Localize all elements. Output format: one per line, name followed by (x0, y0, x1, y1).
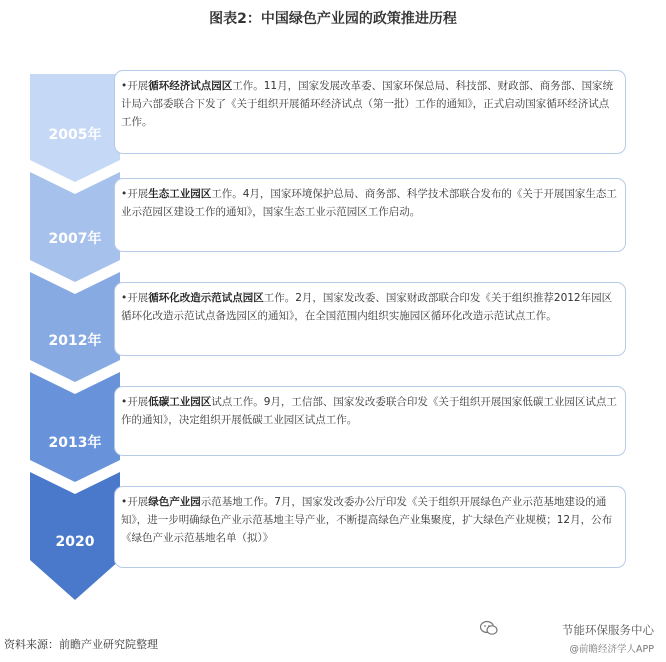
timeline-entry: •开展循环化改造示范试点园区工作。2月，国家发改委、国家财政部联合印发《关于组织推荐2012年园区循环化改造示范试点备选园区的通知》，在全国范围内组织实施园区循环化改造示范试点工作。 (114, 282, 626, 356)
timeline-entry: •开展循环经济试点园区工作。11月，国家发展改革委、国家环保总局、科技部、财政部、商务部、国家统计局六部委联合下发了《关于组织开展循环经济试点（第一批）工作的通知》，正式启动国家循环经济试点工作。 (114, 70, 626, 154)
source-note: 资料来源：前瞻产业研究院整理 (4, 638, 158, 651)
wechat-icon (480, 620, 498, 636)
year-label: 2005年 (48, 127, 102, 143)
year-label: 2012年 (48, 333, 102, 349)
year-label: 2020 (55, 534, 95, 550)
highlight-term: 生态工业园区 (148, 188, 212, 200)
watermark-account: 节能环保服务中心 (562, 623, 654, 637)
chevron-2013 (30, 372, 120, 482)
year-label: 2007年 (48, 231, 102, 247)
timeline-entry: •开展生态工业园区工作。4月，国家环境保护总局、商务部、科学技术部联合发布的《关于开展国家生态工业示范园区建设工作的通知》，国家生态工业示范园区工作启动。 (114, 178, 626, 252)
page-title: 图表2：中国绿色产业园的政策推进历程 (209, 11, 457, 27)
chevron-2007 (30, 172, 120, 282)
watermark-app: @前瞻经济学人APP (569, 644, 654, 655)
highlight-term: 循环化改造示范试点园区 (148, 292, 264, 304)
chevron-2012 (30, 272, 120, 382)
highlight-term: 绿色产业园 (148, 496, 201, 508)
timeline-entry: •开展绿色产业园示范基地工作。7月，国家发改委办公厅印发《关于组织开展绿色产业示范基地建设的通知》，进一步明确绿色产业示范基地主导产业，不断提高绿色产业集聚度，扩大绿色产业规模；12月，公布《绿色产业示范基地名单（拟）》 (114, 486, 626, 568)
highlight-term: 循环经济试点园区 (148, 80, 233, 92)
timeline-entry: •开展低碳工业园区试点工作。9月，工信部、国家发改委联合印发《关于组织开展国家低碳工业园区试点工作的通知》，决定组织开展低碳工业园区试点工作。 (114, 386, 626, 456)
highlight-term: 低碳工业园区 (148, 396, 212, 408)
year-label: 2013年 (48, 435, 102, 451)
